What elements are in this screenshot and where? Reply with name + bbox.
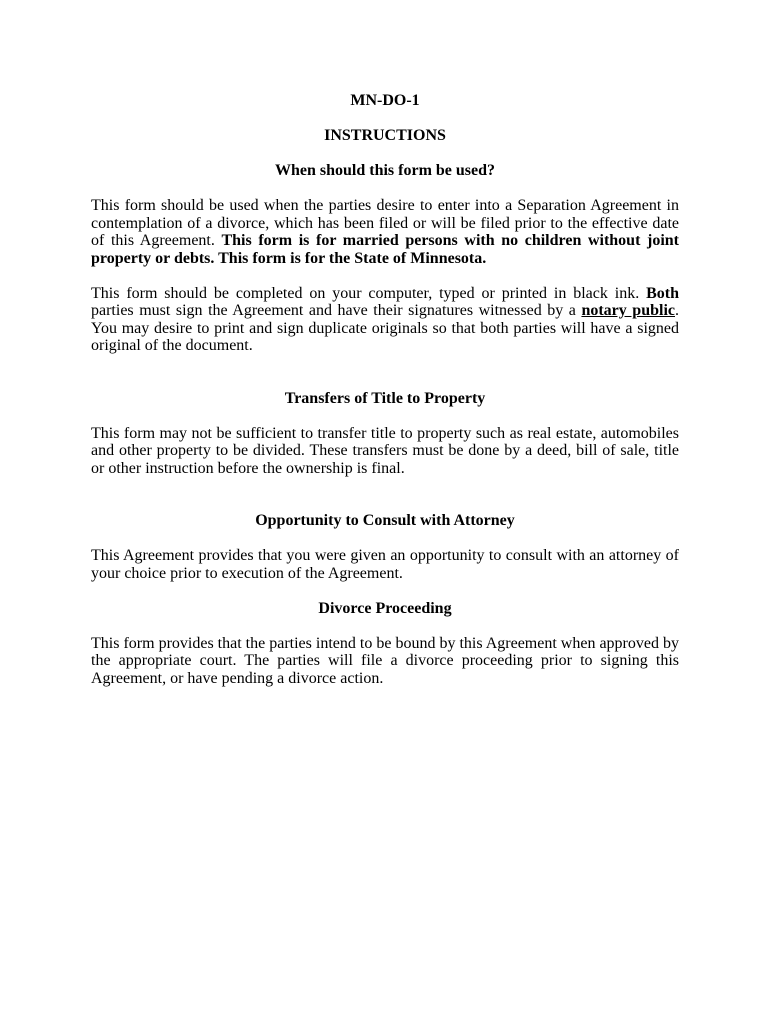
text-run: This form should be completed on your computer, typed or printed in black ink.	[91, 284, 647, 302]
paragraph-form-usage	[91, 197, 679, 267]
section-heading-divorce: Divorce Proceeding	[318, 599, 452, 617]
text-run: . You may desire to print and sign duplicate originals so that both parties will have a signed original of the document.	[91, 302, 679, 354]
text-run: This form is for married persons with no children without joint property or debts. This form is for the State of Minnesota.	[91, 232, 680, 267]
paragraph-transfers	[91, 425, 679, 478]
text-run: This Agreement provides that you were given an opportunity to consult with an attorney of your choice prior to execution of the Agreement.	[91, 547, 679, 582]
form-code-heading: MN-DO-1	[350, 92, 420, 109]
text-run: Both	[646, 284, 679, 302]
paragraph-completion-instructions	[91, 285, 679, 355]
section-heading-attorney: Opportunity to Consult with Attorney	[255, 512, 515, 529]
text-run: This form provides that the parties intend to be bound by this Agreement when approved by the appropriate court. The parties will file a divorce proceeding prior to signing this Agreement, or have pending a divorce action.	[91, 634, 679, 687]
text-run: This form should be used when the parties desire to enter into a Separation Agreement in contemplation of a divorce, which has been filed or will be filed prior to the effective date of this Agreement.	[91, 197, 679, 249]
text-run: This form may not be sufficient to transfer title to property such as real estate, automobiles and other property to be divided. These transfers must be done by a deed, bill of sale, title or other instruction before the ownership is final.	[91, 424, 679, 477]
section-heading-when-used: When should this form be used?	[274, 162, 496, 179]
instructions-heading: INSTRUCTIONS	[324, 127, 446, 144]
text-run: parties must sign the Agreement and have their signatures witnessed by a	[91, 302, 582, 319]
paragraph-attorney	[91, 547, 679, 582]
section-heading-transfers: Transfers of Title to Property	[284, 389, 486, 407]
text-run: notary public	[581, 302, 675, 319]
paragraph-divorce	[91, 635, 679, 688]
